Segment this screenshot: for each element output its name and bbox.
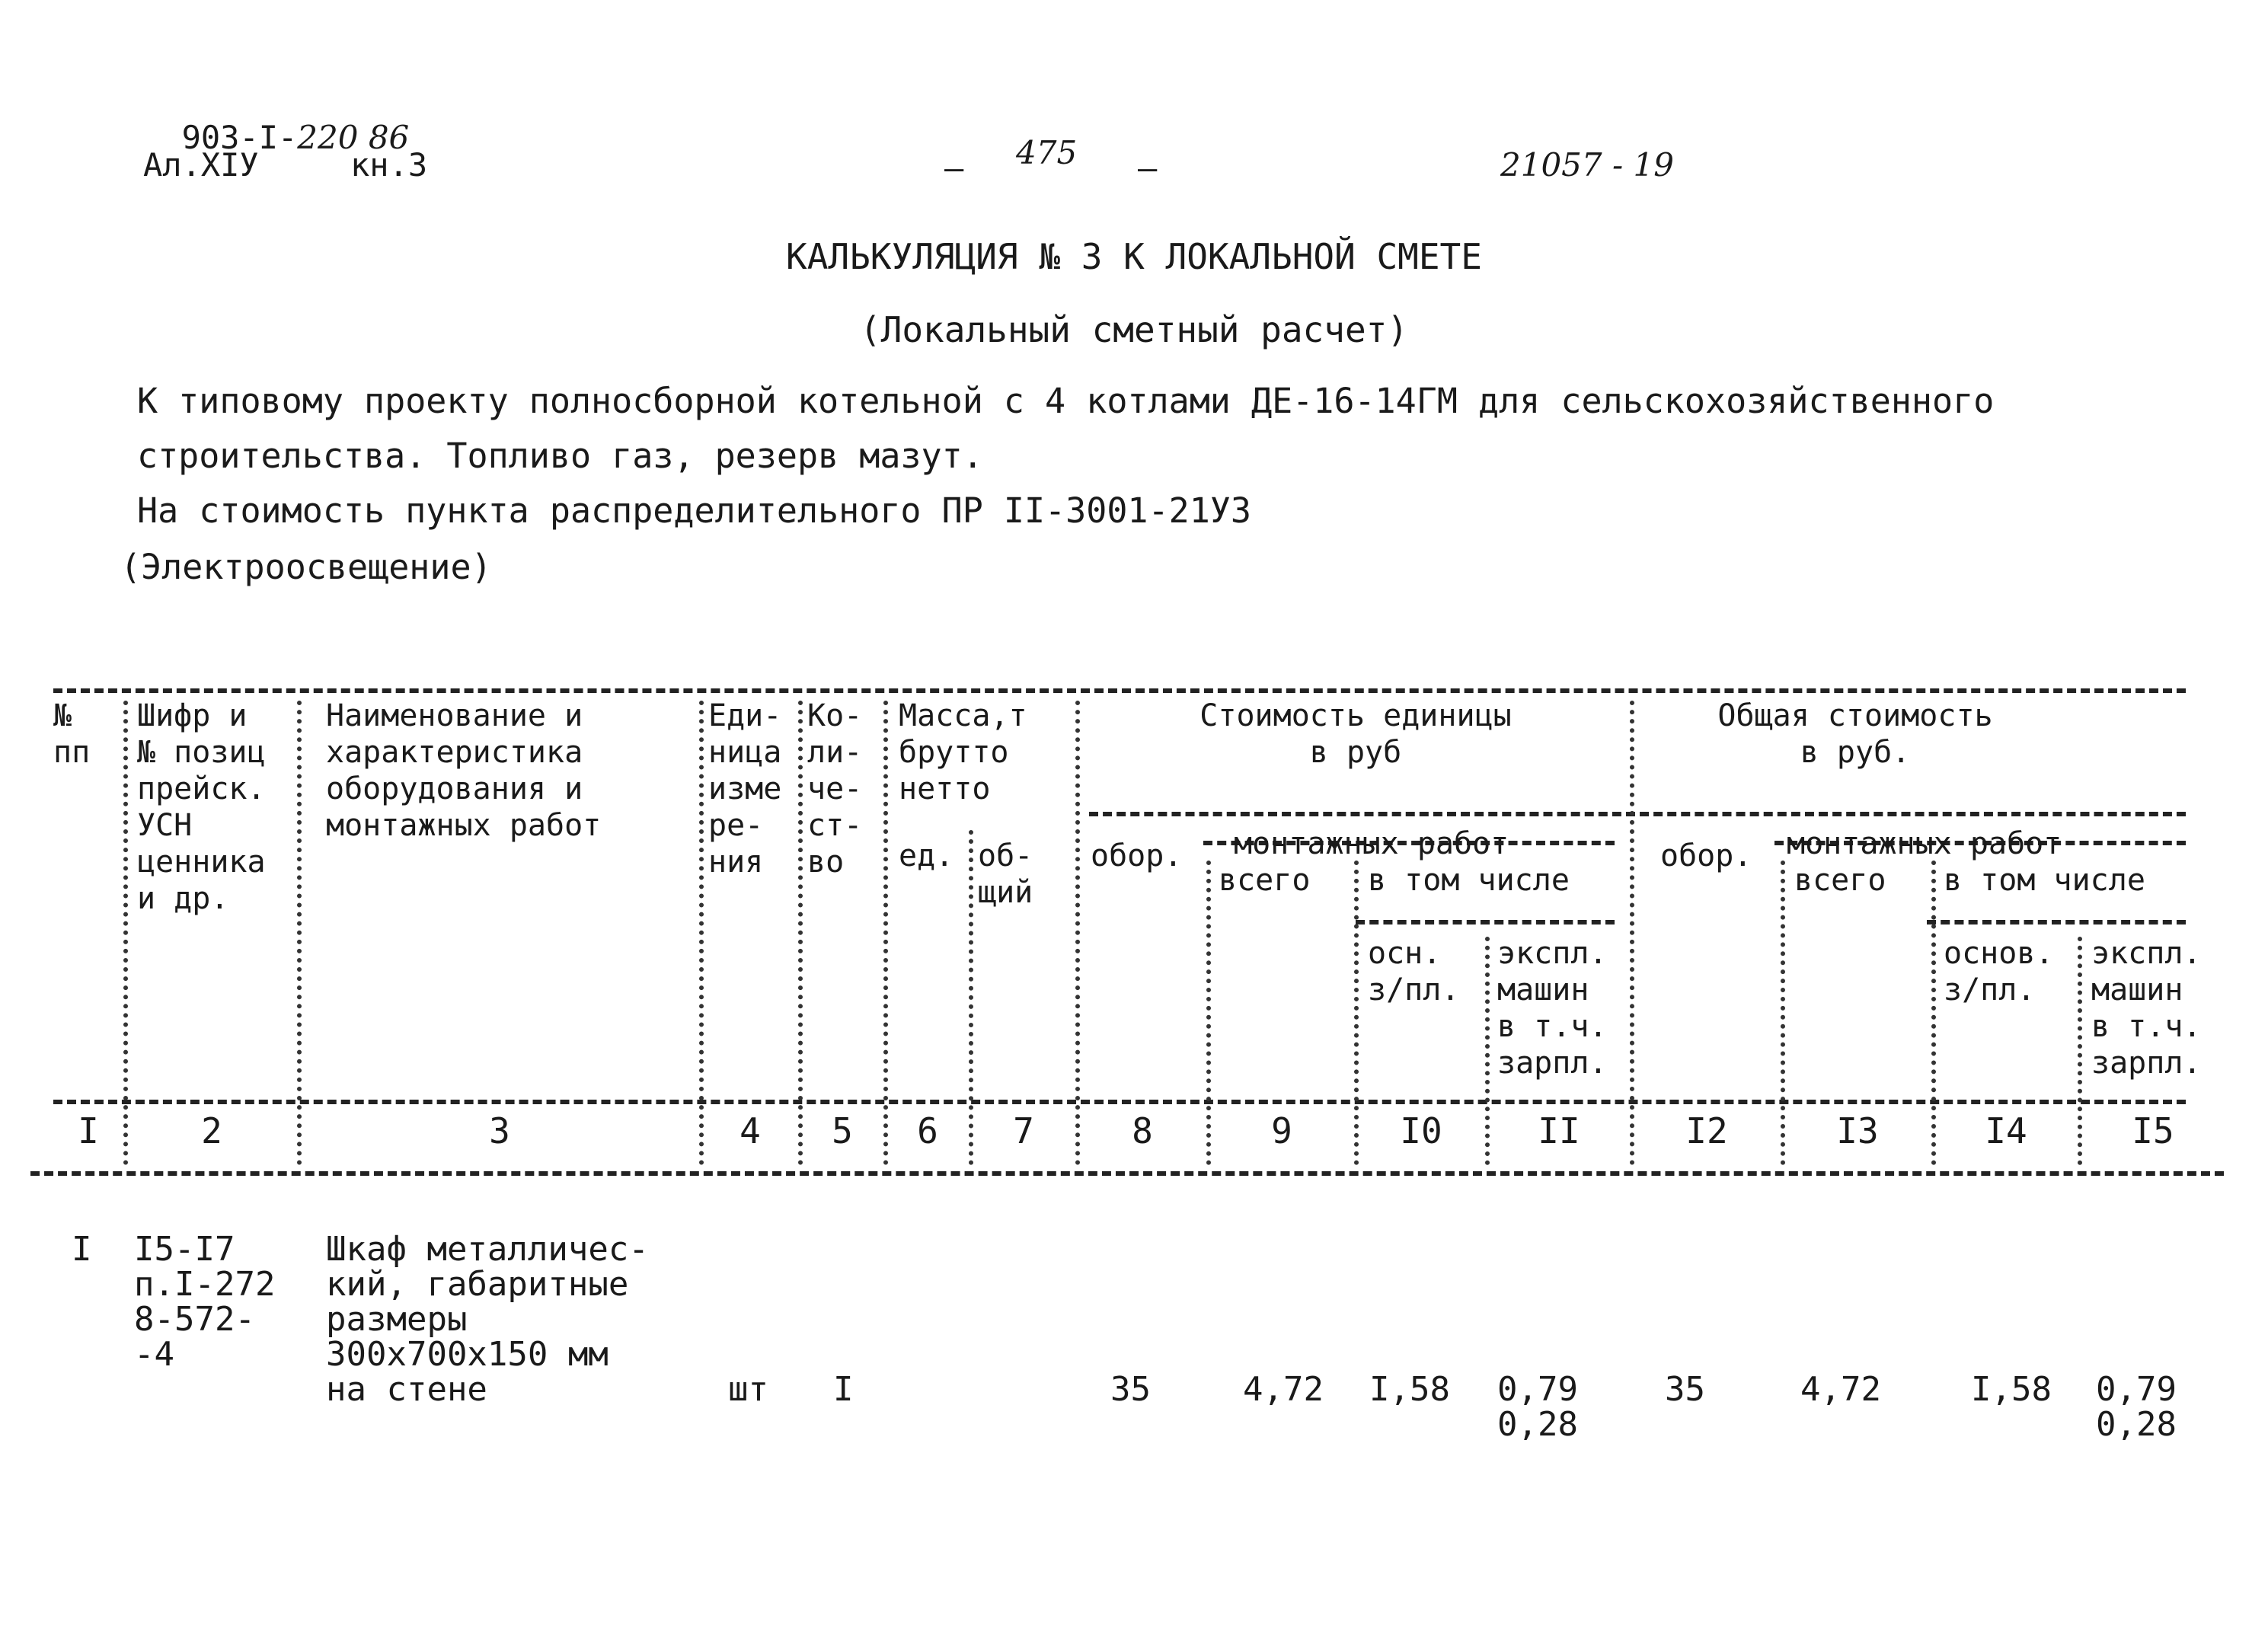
col-sep-5 bbox=[883, 701, 888, 1165]
row-unit: шт bbox=[728, 1370, 768, 1409]
column-number: I2 bbox=[1685, 1110, 1728, 1151]
document-number: 21057 - 19 bbox=[1500, 146, 1674, 184]
row-unit-install-total: 4,72 bbox=[1243, 1370, 1324, 1409]
row-unit-base-wage: I,58 bbox=[1369, 1370, 1450, 1409]
header-total-equipment: обор. bbox=[1660, 838, 1752, 873]
col-sep-1 bbox=[123, 701, 128, 1165]
page-dash-left: – bbox=[944, 149, 964, 187]
col-sep-2 bbox=[297, 701, 302, 1165]
column-number: 7 bbox=[1013, 1110, 1034, 1151]
header-unit-cost-group: Стоимость единицы в руб bbox=[1199, 698, 1512, 770]
header-unit: Еди- ница изме ре- ния bbox=[708, 698, 782, 880]
header-unit-in-that-number: в том числе bbox=[1368, 863, 1570, 898]
page-title: КАЛЬКУЛЯЦИЯ № 3 К ЛОКАЛЬНОЙ СМЕТЕ bbox=[786, 236, 1482, 277]
description-line-3: На стоимость пункта распределительного ПР II-3001-21УЗ bbox=[137, 490, 1251, 531]
row-unit-machines: 0,79 0,28 bbox=[1497, 1370, 1578, 1444]
header-total-machines: экспл. машин в т.ч. зарпл. bbox=[2091, 936, 2202, 1081]
header-mass-total: об- щий bbox=[978, 838, 1033, 910]
column-numbers-top-rule bbox=[53, 1100, 2186, 1104]
column-number: 4 bbox=[739, 1110, 761, 1151]
column-number: I5 bbox=[2132, 1110, 2174, 1151]
column-number: I3 bbox=[1836, 1110, 1879, 1151]
book-label: кн.3 bbox=[350, 146, 428, 184]
column-number: I4 bbox=[1985, 1110, 2027, 1151]
header-unit-equipment: обор. bbox=[1091, 838, 1183, 873]
column-number: II bbox=[1538, 1110, 1580, 1151]
column-number: 2 bbox=[201, 1110, 222, 1151]
header-num: № пп bbox=[53, 698, 91, 770]
description-line-2: строительства. Топливо газ, резерв мазут. bbox=[137, 436, 983, 476]
document-code-handwritten: 220 86 bbox=[297, 119, 410, 156]
page-number: 475 bbox=[1016, 134, 1078, 171]
row-total-install-total: 4,72 bbox=[1800, 1370, 1881, 1409]
header-unit-base-wage: осн. з/пл. bbox=[1368, 936, 1460, 1008]
table-top-rule bbox=[53, 688, 2186, 693]
header-bottom-rule bbox=[30, 1171, 2224, 1176]
col-sep-3 bbox=[699, 701, 704, 1165]
column-number: 5 bbox=[832, 1110, 853, 1151]
unit-cost-subrule bbox=[1089, 812, 2186, 816]
in-that-number-subrule-total bbox=[1927, 920, 2186, 924]
column-number: 8 bbox=[1132, 1110, 1153, 1151]
row-total-equipment: 35 bbox=[1665, 1370, 1705, 1409]
page-subtitle: (Локальный сметный расчет) bbox=[859, 309, 1409, 350]
document-code-printed: 903-I- bbox=[181, 119, 298, 156]
col-sep-7 bbox=[1075, 701, 1080, 1165]
header-unit-machines: экспл. машин в т.ч. зарпл. bbox=[1497, 936, 1608, 1081]
column-number: I0 bbox=[1400, 1110, 1442, 1151]
row-total-base-wage: I,58 bbox=[1971, 1370, 2052, 1409]
column-number: 9 bbox=[1271, 1110, 1292, 1151]
page-dash-right: – bbox=[1138, 149, 1158, 187]
col-sep-4 bbox=[798, 701, 803, 1165]
row-qty: I bbox=[833, 1370, 854, 1409]
description-line-1: К типовому проекту полносборной котельной с 4 котлами ДЕ-16-14ГМ для сельскохозяйственного bbox=[137, 381, 1995, 421]
document-code bbox=[143, 90, 409, 154]
header-unit-install-total: всего bbox=[1219, 863, 1311, 898]
header-mass-unit: ед. bbox=[899, 838, 954, 873]
header-total-in-that-number: в том числе bbox=[1944, 863, 2145, 898]
row-name: Шкаф металличес- кий, габаритные размеры 300x700x150 мм на стене bbox=[326, 1230, 649, 1409]
header-mass-group: Масса,т брутто нетто bbox=[899, 698, 1027, 806]
header-total-cost-group: Общая стоимость в руб. bbox=[1717, 698, 1993, 770]
column-number: 6 bbox=[917, 1110, 938, 1151]
row-number: I bbox=[72, 1230, 92, 1269]
header-total-install-total: всего bbox=[1794, 863, 1886, 898]
header-code: Шифр и № позиц прейск. УСН ценника и др. bbox=[137, 698, 266, 916]
header-unit-install-group: монтажных работ bbox=[1234, 826, 1509, 861]
header-total-install-group: монтажных работ bbox=[1787, 826, 2062, 861]
header-total-base-wage: основ. з/пл. bbox=[1944, 936, 2054, 1008]
header-qty: Ко- ли- че- ст- во bbox=[807, 698, 863, 880]
in-that-number-subrule-unit bbox=[1356, 920, 1615, 924]
header-name: Наименование и характеристика оборудования и монтажных работ bbox=[326, 698, 602, 843]
column-number: I bbox=[78, 1110, 99, 1151]
row-unit-equipment: 35 bbox=[1110, 1370, 1151, 1409]
row-total-machines: 0,79 0,28 bbox=[2096, 1370, 2177, 1444]
description-line-4: (Электроосвещение) bbox=[120, 547, 492, 587]
col-sep-11 bbox=[1630, 701, 1634, 1165]
row-code: I5-I7 п.I-272 8-572- -4 bbox=[134, 1230, 276, 1374]
column-number: 3 bbox=[489, 1110, 510, 1151]
album-label: Ал.XIУ bbox=[143, 146, 259, 184]
